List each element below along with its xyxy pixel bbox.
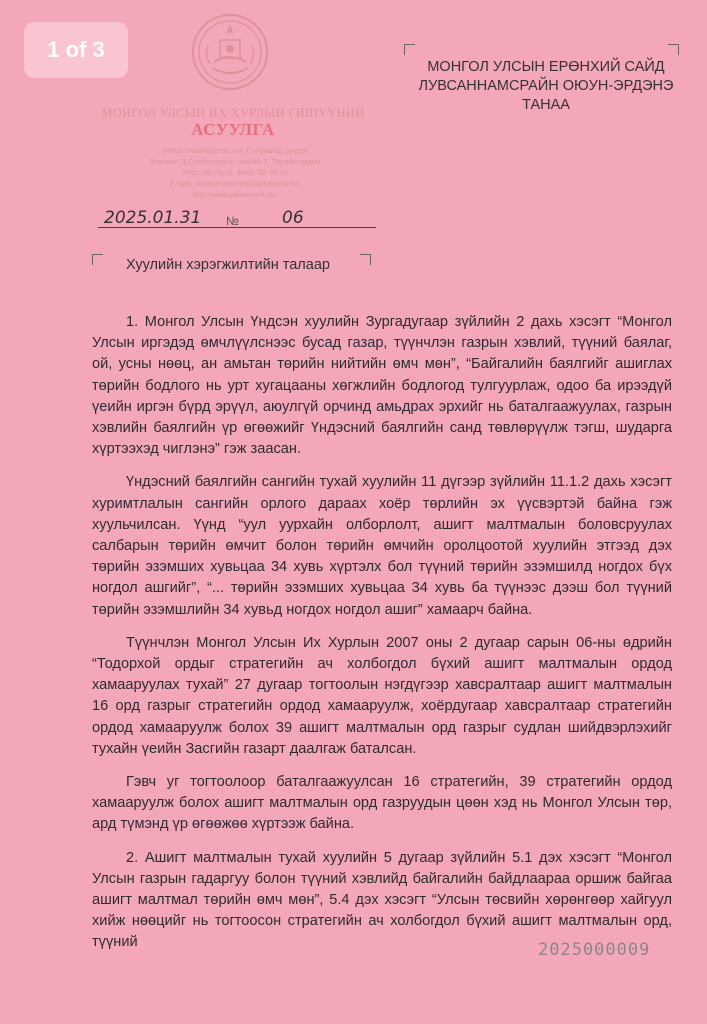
contact-address-line: Жанжин Д.Сүхбаатарын талбай-1, Төрийн ордон [150,157,320,166]
parliament-title: МОНГОЛ УЛСЫН ИХ ХУРЛЫН ГИШҮҮНИЙ [101,106,365,120]
recipient-block [414,58,678,115]
state-emblem-icon [190,12,270,92]
body-paragraph: Үндэсний баялгийн сангийн тухай хуулийн 11 дүгээр зүйлийн 11.1.2 дахь хэсэгт хуримтлалын сангийн орлого дараах хоёр төрлийн эх үүсвэртэй байна гэж хуульчилсан. Үүнд “уул уурхайн олборлолт, ашигт малтмалын боловсруулах салбарын төрийн өмчит болон төрийн өмчийн оролцоотой хуулийн этгээд дэх төрийн эзэмших хувьцаа 34 хувь хүртэлх бол түүний төрийн эзэмшилд ногдох бүх ногдол ашгийг”, “... төрийн эзэмших хувьцаа 34 хувь ба түүнээс дээш бол түүний төрийн эзэмшлийн 34 хувьд ногдох ногдол ашиг” хамаарч байна. [92,474,672,618]
date-number-line [96,208,376,230]
recipient-corner-mark [668,44,679,55]
recipient-name: ЛУВСАННАМСРАЙН ОЮУН-ЭРДЭНЭ [418,78,674,94]
handwritten-number: 06 [282,208,304,228]
contact-website-line: http://www.parliament.mn [192,190,278,199]
date-underline [98,227,376,228]
body-paragraph: 2. Ашигт малтмалын тухай хуулийн 5 дугаар зүйлийн 5.1 дэх хэсэгт “Монгол Улсын газрын гадаргуу болон түүний хэвлийд байгалийн байдлаараа оршиж байгаа ашигт малтмал төрийн өмч мөн”, 5.4 дэх хэсэгт “Улсын төсвийн хөрөнгөөр хайгуул хийж нөөцийг нь тогтоосон стратегийн ач холбогдол бүхий ашигт малтмалын орд, түүний [92,849,672,951]
number-label: № [226,214,239,228]
recipient-title: МОНГОЛ УЛСЫН ЕРӨНХИЙ САЙД [427,59,665,75]
document-type-heading: АСУУЛГА [191,120,275,139]
subject-corner-mark [92,254,103,265]
contact-email-line: E-mail: stategreathural@parliament.mn [169,179,301,188]
letter-body [92,312,672,966]
body-paragraph: 1. Монгол Улсын Үндсэн хуулийн Зургадугаар зүйлийн 2 дахь хэсэгт “Монгол Улсын иргэдэд өмчлүүлснээс бусад газар, түүнчлэн газрын хэвлий, түүний баялаг, ой, усны нөөц, ан амьтан төрийн нийтийн өмч мөн”, “Байгалийн баялгийг ашиглах төрийн бодлого нь урт хугацааны хөгжлийн бодлогод тулгуурлаж, одоо ба ирээдүй үеийн иргэн бүрд эрүүл, аюулгүй орчинд амьдрах эрхийг нь баталгаажуулах, газрын хэвлийн баялгийн үр өгөөжийг Үндэсний баялгийн санд төвлөрүүлж тэгш, шударга хүртээхэд чиглэнэ” гэж заасан. [92,314,672,458]
recipient-suffix: ТАНАА [522,97,570,113]
contact-phone-line: Утас: 26-70-16, Факс: 32-70-16 [182,168,288,177]
handwritten-date: 2025.01.31 [104,208,202,228]
body-paragraph: Гэвч уг тогтоолоор баталгаажуулсан 16 стратегийн, 39 стратегийн ордод хамааруулж болох ашигт малтмалын орд газруудын цөөн хэд нь Монгол Улсын төр, ард түмэнд үр өгөөжөө хүртээж байна. [92,774,672,833]
subject-corner-mark [360,254,371,265]
body-paragraph: Түүнчлэн Монгол Улсын Их Хурлын 2007 оны 2 дугаар сарын 06-ны өдрийн “Тодорхой ордыг стратегийн ач холбогдол бүхий ашигт малтмалын ордод хамааруулах тухай” 27 дугаар тогтоолын нэгдүгээр хавсралтаар ашигт малтмалын 16 орд газрыг стратегийн ордод хамааруулж, хоёрдугаар хавсралтаар стратегийн ордод хамааруулж болох 39 ашигт малтмалын орд газрыг судлан шийдвэрлэхийг тухайн үеийн Засгийн газарт даалгаж баталсан. [92,634,672,757]
contact-address-line: 14201 Улаанбаатар хот, Сүхбаатар дүүрэг [161,146,309,155]
recipient-corner-mark [404,44,415,55]
contact-block [100,145,370,200]
registration-number: 2025000009 [538,940,651,960]
subject-line: Хуулийн хэрэгжилтийн талаар [126,257,330,273]
page-indicator-badge: 1 of 3 [24,22,128,78]
